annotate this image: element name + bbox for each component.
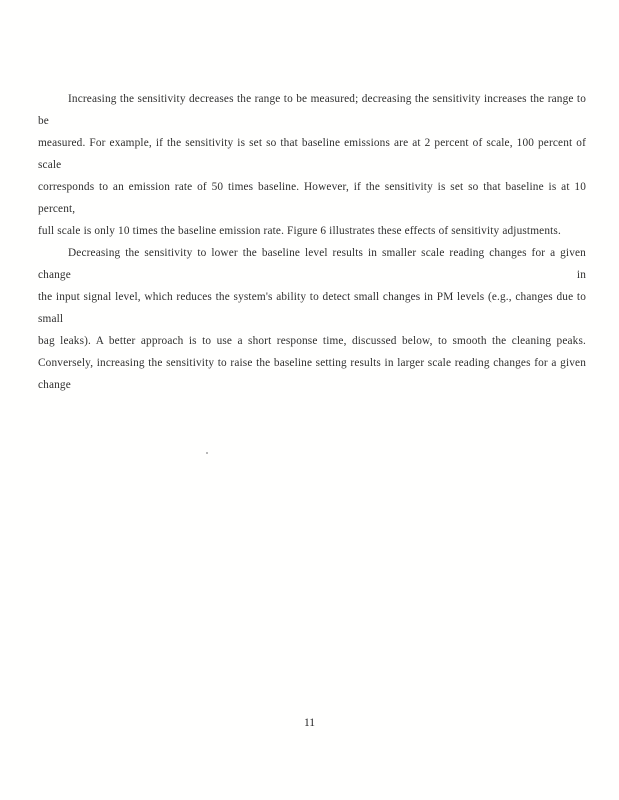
text-line: Conversely, increasing the sensitivity to raise the baseline setting results in larger scale reading changes for a given xyxy=(38,357,586,369)
page-number: 11 xyxy=(303,717,316,729)
text-line: change xyxy=(38,379,71,391)
text-line: corresponds to an emission rate of 50 times baseline. However, if the sensitivity is set so that baseline is at 10 percent, xyxy=(38,181,586,215)
paragraph xyxy=(38,88,586,242)
body-text xyxy=(38,88,586,396)
paragraph xyxy=(38,242,586,396)
text-line: Decreasing the sensitivity to lower the baseline level results in smaller scale reading changes for a given change in xyxy=(38,247,586,281)
text-line: full scale is only 10 times the baseline emission rate. Figure 6 illustrates these effects of sensitivity adjustments. xyxy=(38,225,561,237)
text-line: measured. For example, if the sensitivity is set so that baseline emissions are at 2 percent of scale, 100 percent of scale xyxy=(38,137,586,171)
scan-artifact-dot xyxy=(206,452,208,454)
text-line: the input signal level, which reduces the system's ability to detect small changes in PM levels (e.g., changes due to small xyxy=(38,291,586,325)
text-line: bag leaks). A better approach is to use a short response time, discussed below, to smooth the cleaning peaks. xyxy=(38,335,586,347)
text-line: Increasing the sensitivity decreases the range to be measured; decreasing the sensitivity increases the range to be xyxy=(38,93,586,127)
